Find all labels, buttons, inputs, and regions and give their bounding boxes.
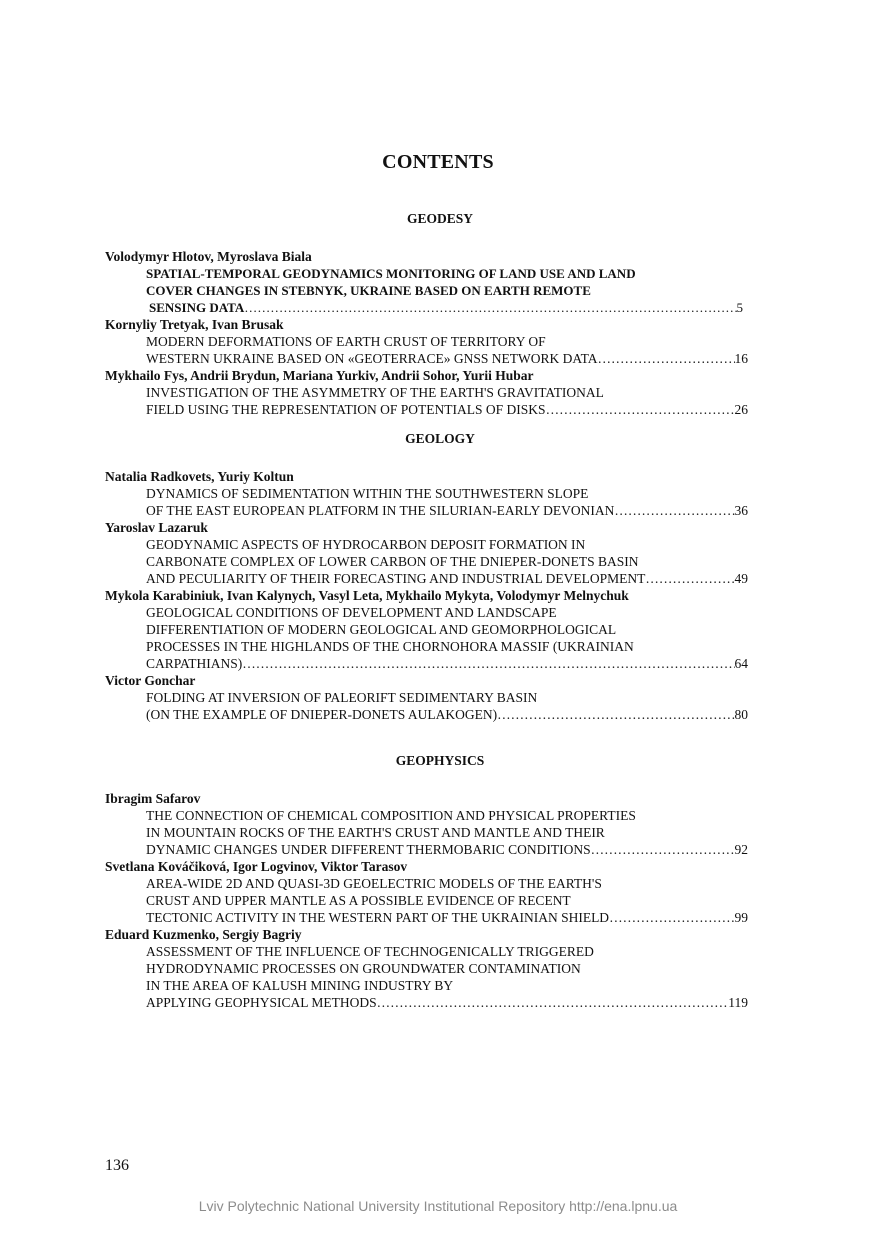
leader-dots xyxy=(497,706,734,723)
entry-authors: Natalia Radkovets, Yuriy Koltun xyxy=(105,469,294,484)
entry-page-number: 99 xyxy=(734,910,748,925)
toc-entry xyxy=(105,587,755,672)
entry-last-line xyxy=(105,299,743,316)
leader-dots xyxy=(591,841,735,858)
entry-last-line xyxy=(105,841,748,858)
entry-title-line: GEOLOGICAL CONDITIONS OF DEVELOPMENT AND LANDSCAPE xyxy=(146,605,557,620)
entry-title-end: SENSING DATA xyxy=(149,300,245,315)
entry-last-line xyxy=(105,570,748,587)
entry-title-end: DYNAMIC CHANGES UNDER DIFFERENT THERMOBARIC CONDITIONS xyxy=(146,842,591,857)
page-number: 136 xyxy=(105,1157,129,1174)
repository-footer: Lviv Polytechnic National University Institutional Repository http://ena.lpnu.ua xyxy=(198,1198,678,1214)
entry-title-end: APPLYING GEOPHYSICAL METHODS xyxy=(146,995,377,1010)
entry-title-line: HYDRODYNAMIC PROCESSES ON GROUNDWATER CONTAMINATION xyxy=(146,961,581,976)
entry-last-line xyxy=(105,350,748,367)
entry-page-number: 119 xyxy=(728,995,748,1010)
entry-title-end: TECTONIC ACTIVITY IN THE WESTERN PART OF THE UKRAINIAN SHIELD xyxy=(146,910,610,925)
entry-authors: Ibragim Safarov xyxy=(105,791,201,806)
entry-title-end: OF THE EAST EUROPEAN PLATFORM IN THE SILURIAN-EARLY DEVONIAN xyxy=(146,503,615,518)
leader-dots xyxy=(242,655,734,672)
entry-title-line: ASSESSMENT OF THE INFLUENCE OF TECHNOGENICALLY TRIGGERED xyxy=(146,944,594,959)
entry-authors: Mykola Karabiniuk, Ivan Kalynych, Vasyl Leta, Mykhailo Mykyta, Volodymyr Melnychuk xyxy=(105,588,629,603)
entry-title-line: INVESTIGATION OF THE ASYMMETRY OF THE EARTH'S GRAVITATIONAL xyxy=(146,385,604,400)
leader-dots xyxy=(645,570,734,587)
leader-dots xyxy=(377,994,729,1011)
entry-title-line: PROCESSES IN THE HIGHLANDS OF THE CHORNOHORA MASSIF (UKRAINIAN xyxy=(146,639,634,654)
entry-title-line: GEODYNAMIC ASPECTS OF HYDROCARBON DEPOSIT FORMATION IN xyxy=(146,537,586,552)
page-title: CONTENTS xyxy=(382,151,494,173)
entry-last-line xyxy=(105,909,748,926)
entry-page-number: 5 xyxy=(736,300,743,315)
entry-title-end: CARPATHIANS) xyxy=(146,656,243,671)
entry-last-line xyxy=(105,994,748,1011)
toc-entry xyxy=(105,248,755,316)
entry-title-line: MODERN DEFORMATIONS OF EARTH CRUST OF TERRITORY OF xyxy=(146,334,546,349)
entry-authors: Victor Gonchar xyxy=(105,673,196,688)
entry-authors: Kornyliy Tretyak, Ivan Brusak xyxy=(105,317,284,332)
entry-page-number: 92 xyxy=(734,842,748,857)
entry-title-end: FIELD USING THE REPRESENTATION OF POTENTIALS OF DISKS xyxy=(146,402,546,417)
section-geophysics xyxy=(105,753,755,1011)
section-heading: GEOLOGY xyxy=(405,431,475,446)
entry-title-line: CRUST AND UPPER MANTLE AS A POSSIBLE EVIDENCE OF RECENT xyxy=(146,893,571,908)
toc-entry xyxy=(105,858,755,926)
entry-authors: Yaroslav Lazaruk xyxy=(105,520,208,535)
entry-title-line: IN THE AREA OF KALUSH MINING INDUSTRY BY xyxy=(146,978,454,993)
entry-last-line xyxy=(105,502,748,519)
entry-authors: Mykhailo Fys, Andrii Brydun, Mariana Yurkiv, Andrii Sohor, Yurii Hubar xyxy=(105,368,534,383)
toc-entry xyxy=(105,316,755,367)
entry-title-end: AND PECULIARITY OF THEIR FORECASTING AND INDUSTRIAL DEVELOPMENT xyxy=(146,571,646,586)
leader-dots xyxy=(609,909,734,926)
toc-entry xyxy=(105,519,755,587)
leader-dots xyxy=(614,502,734,519)
toc-entry xyxy=(105,367,755,418)
entry-title-line: FOLDING AT INVERSION OF PALEORIFT SEDIMENTARY BASIN xyxy=(146,690,538,705)
entry-title-end: WESTERN UKRAINE BASED ON «GEOTERRACE» GNSS NETWORK DATA xyxy=(146,351,598,366)
entry-page-number: 36 xyxy=(734,503,748,518)
entry-title-line: SPATIAL-TEMPORAL GEODYNAMICS MONITORING OF LAND USE AND LAND xyxy=(146,266,636,281)
entry-last-line xyxy=(105,655,748,672)
entry-page-number: 64 xyxy=(734,656,748,671)
leader-dots xyxy=(598,350,735,367)
entry-title-line: COVER CHANGES IN STEBNYK, UKRAINE BASED ON EARTH REMOTE xyxy=(146,283,591,298)
toc-entry xyxy=(105,926,755,1011)
entry-authors: Eduard Kuzmenko, Sergiy Bagriy xyxy=(105,927,302,942)
entry-last-line xyxy=(105,706,748,723)
entry-title-end: (ON THE EXAMPLE OF DNIEPER-DONETS AULAKOGEN) xyxy=(146,707,498,722)
leader-dots xyxy=(546,401,735,418)
entry-title-line: DIFFERENTIATION OF MODERN GEOLOGICAL AND GEOMORPHOLOGICAL xyxy=(146,622,617,637)
entry-title-line: DYNAMICS OF SEDIMENTATION WITHIN THE SOUTHWESTERN SLOPE xyxy=(146,486,589,501)
entry-page-number: 49 xyxy=(734,571,748,586)
entry-title-line: CARBONATE COMPLEX OF LOWER CARBON OF THE DNIEPER-DONETS BASIN xyxy=(146,554,639,569)
entry-last-line xyxy=(105,401,748,418)
section-heading: GEODESY xyxy=(406,211,474,226)
leader-dots xyxy=(244,299,736,316)
entry-authors: Volodymyr Hlotov, Myroslava Biala xyxy=(105,249,312,264)
entry-page-number: 80 xyxy=(734,707,748,722)
toc-entry xyxy=(105,790,755,858)
section-geodesy xyxy=(105,211,755,418)
entry-title-line: IN MOUNTAIN ROCKS OF THE EARTH'S CRUST AND MANTLE AND THEIR xyxy=(146,825,605,840)
entry-title-line: AREA-WIDE 2D AND QUASI-3D GEOELECTRIC MODELS OF THE EARTH'S xyxy=(146,876,602,891)
section-geology xyxy=(105,431,755,723)
entry-authors: Svetlana Kováčiková, Igor Logvinov, Viktor Tarasov xyxy=(105,859,408,874)
section-heading: GEOPHYSICS xyxy=(395,753,485,768)
toc-entry xyxy=(105,672,755,723)
entry-page-number: 26 xyxy=(734,402,748,417)
toc-entry xyxy=(105,468,755,519)
entry-title-line: THE CONNECTION OF CHEMICAL COMPOSITION AND PHYSICAL PROPERTIES xyxy=(146,808,636,823)
entry-page-number: 16 xyxy=(734,351,748,366)
